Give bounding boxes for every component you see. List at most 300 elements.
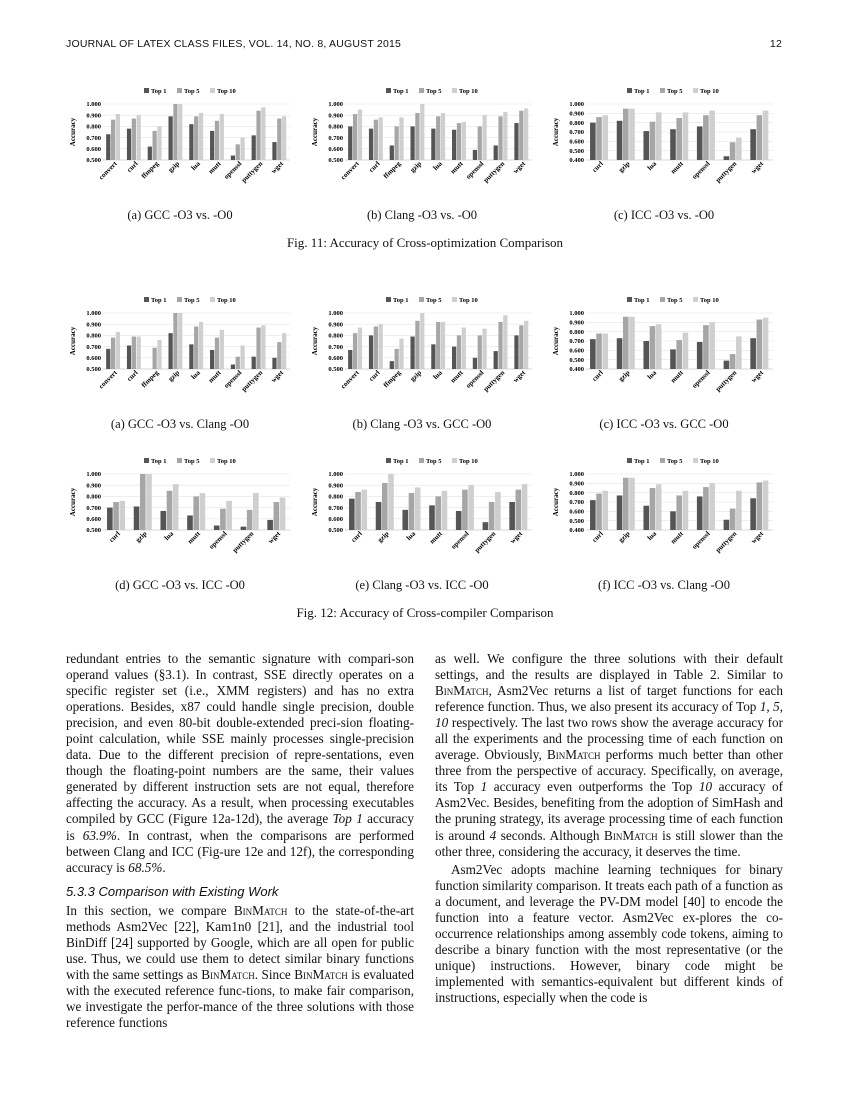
legend-label: Top 1 [634, 458, 650, 465]
emphasis: 1 [480, 779, 488, 795]
x-tick-label: puttygen [230, 529, 256, 555]
bar-chart-svg [310, 452, 535, 570]
bar-top5-mutt [435, 496, 441, 530]
y-tick-label: 1.000 [328, 471, 343, 479]
x-tick-label: convert [339, 159, 361, 182]
legend-swatch [693, 88, 698, 93]
bar-top10-curl [602, 491, 608, 530]
bar-top10-curl [137, 337, 141, 369]
bar-top5-lua [409, 493, 415, 530]
y-tick-label: 0.900 [569, 480, 584, 488]
bar-top1-wget [750, 338, 756, 369]
y-axis-title: Accuracy [552, 326, 560, 356]
legend-swatch [386, 297, 391, 302]
y-tick-label: 0.800 [569, 489, 584, 497]
bar-top1-ffmpeg [390, 361, 394, 369]
bar-top10-lua [199, 322, 203, 369]
bar-top10-gzip [629, 478, 635, 530]
bar-top5-mutt [215, 121, 219, 160]
bar-top10-mutt [220, 330, 224, 369]
bar-top1-puttygen [252, 135, 256, 160]
bar-top1-gzip [168, 116, 172, 160]
x-tick-label: curl [107, 529, 122, 544]
x-tick-label: wget [511, 159, 528, 176]
bar-top10-curl [119, 501, 125, 530]
x-tick-label: lua [404, 529, 418, 543]
legend-label: Top 5 [184, 88, 200, 95]
chart-fig12c [551, 291, 776, 409]
y-tick-label: 0.800 [569, 119, 584, 127]
figure-caption-11: Fig. 11: Accuracy of Cross-optimization Comparison [286, 235, 564, 250]
legend-swatch [210, 297, 215, 302]
bar-top10-mutt [442, 491, 448, 530]
x-tick-label: wget [269, 159, 286, 176]
x-tick-label: ffmpeg [139, 368, 161, 390]
x-tick-label: gzip [166, 159, 182, 175]
legend-swatch [452, 88, 457, 93]
bar-top10-wget [763, 318, 769, 369]
x-tick-label: puttygen [239, 368, 265, 394]
page-number: 12 [769, 38, 782, 50]
legend-label: Top 1 [393, 297, 409, 304]
bar-top10-convert [116, 114, 120, 160]
bar-top1-wget [514, 335, 518, 369]
bar-top1-curl [369, 129, 373, 160]
chart-fig11b [310, 82, 535, 200]
bar-top10-openssl [240, 138, 244, 160]
bar-top5-openssl [478, 335, 482, 369]
x-tick-label: wget [511, 368, 528, 385]
y-tick-label: 0.600 [569, 508, 584, 516]
legend-swatch [419, 297, 424, 302]
subcaption-fig11b: (b) Clang -O3 vs. -O0 [366, 208, 478, 222]
x-tick-label: mutt [206, 159, 223, 176]
legend-label: Top 10 [217, 297, 236, 304]
x-tick-label: openssl [464, 159, 486, 181]
x-tick-label: mutt [206, 368, 223, 385]
x-tick-label: openssl [449, 529, 471, 551]
bar-top5-curl [596, 334, 602, 369]
legend-label: Top 5 [667, 88, 683, 95]
bar-top1-convert [106, 134, 110, 160]
emphasis: 68.5% [128, 859, 163, 875]
y-tick-label: 0.400 [569, 157, 584, 165]
legend-label: Top 1 [634, 88, 650, 95]
bar-top5-openssl [703, 115, 709, 160]
y-tick-label: 0.400 [569, 366, 584, 374]
bar-top10-puttygen [495, 492, 501, 530]
y-tick-label: 0.500 [328, 366, 343, 374]
bar-top1-openssl [214, 526, 220, 530]
bar-top10-openssl [226, 501, 232, 530]
bar-top1-lua [402, 510, 408, 530]
bar-top10-mutt [683, 112, 689, 160]
bar-top1-mutt [670, 129, 676, 160]
x-tick-label: convert [97, 159, 119, 182]
bar-top10-convert [358, 328, 362, 369]
bar-top5-wget [516, 490, 522, 530]
chart-fig11c [551, 82, 776, 200]
bar-top10-lua [656, 112, 662, 160]
bar-top1-mutt [429, 505, 435, 530]
bar-top5-wget [757, 115, 763, 160]
bar-top5-ffmpeg [395, 126, 399, 160]
bar-top1-lua [189, 124, 193, 160]
x-tick-label: gzip [166, 368, 182, 384]
bar-top10-gzip [420, 104, 424, 160]
x-tick-label: gzip [408, 159, 424, 175]
y-axis-title: Accuracy [69, 487, 77, 517]
y-tick-label: 0.900 [86, 482, 101, 490]
bar-top5-gzip [623, 109, 629, 160]
subcaption-fig12b: (b) Clang -O3 vs. GCC -O0 [352, 417, 492, 431]
legend-swatch [627, 458, 632, 463]
y-tick-label: 0.600 [86, 516, 101, 523]
bar-top1-lua [431, 129, 435, 160]
bar-top1-openssl [456, 511, 462, 530]
bar-top5-curl [132, 119, 136, 160]
x-tick-label: lua [189, 368, 202, 382]
bar-top10-lua [415, 487, 421, 530]
y-tick-label: 1.000 [86, 471, 101, 479]
bar-top10-puttygen [736, 138, 742, 160]
legend-label: Top 1 [151, 458, 167, 465]
legend [144, 88, 236, 95]
x-tick-label: mutt [448, 368, 465, 385]
bar-top5-lua [194, 116, 198, 160]
bar-top5-gzip [173, 104, 177, 160]
legend-swatch [177, 88, 182, 93]
legend [144, 297, 236, 304]
legend-swatch [452, 458, 457, 463]
emphasis: 5 [773, 699, 780, 715]
x-tick-label: lua [189, 159, 202, 173]
x-tick-label: lua [645, 529, 659, 543]
legend-swatch [452, 297, 457, 302]
paragraph: In this section, we compare BinMatch to the state-of-the-art methods Asm2Vec [22], Kam1n0 [21], and the industrial tool BinDiff [24] supported by Google, which are all open for public use. Thus, we could use them to detect similar binary functions with the same settings as BinMatch. Since BinMatch is evaluated with the executed reference func-tions, to make fair comparison, we investigate the perfor-mance of the three solutions with those reference functions [66, 902, 414, 1031]
legend-label: Top 5 [667, 458, 683, 465]
y-tick-label: 1.000 [569, 310, 584, 318]
y-tick-label: 0.500 [86, 157, 101, 165]
bar-top5-openssl [703, 325, 709, 369]
bar-top5-gzip [140, 474, 146, 530]
legend [386, 458, 478, 465]
x-tick-label: curl [590, 529, 605, 544]
tool-name: BinMatch [294, 966, 348, 982]
bar-top5-gzip [623, 478, 629, 530]
x-tick-label: openssl [690, 529, 712, 551]
bar-top5-convert [353, 114, 357, 160]
y-tick-label: 0.800 [86, 332, 101, 340]
y-tick-label: 0.500 [86, 527, 101, 535]
y-tick-label: 0.700 [86, 134, 101, 142]
bar-top10-ffmpeg [399, 339, 403, 369]
bar-chart-svg [310, 291, 535, 409]
bar-top1-gzip [410, 126, 414, 160]
legend-swatch [627, 297, 632, 302]
running-header: JOURNAL OF LATEX CLASS FILES, VOL. 14, NO. 8, AUGUST 2015 [66, 38, 402, 50]
y-tick-label: 0.900 [86, 321, 101, 329]
bar-top1-puttygen [241, 527, 247, 530]
x-tick-label: puttygen [481, 368, 507, 394]
bar-top10-lua [173, 484, 179, 530]
bar-top5-wget [757, 482, 763, 530]
bar-top10-openssl [709, 483, 715, 530]
y-axis-title: Accuracy [69, 326, 77, 356]
x-tick-label: convert [339, 368, 361, 391]
x-tick-label: ffmpeg [139, 159, 161, 181]
legend-swatch [419, 458, 424, 463]
bar-chart-svg [551, 452, 776, 570]
legend-label: Top 5 [184, 458, 200, 465]
legend-swatch [144, 88, 149, 93]
bar-top5-curl [132, 337, 136, 369]
y-tick-label: 0.600 [86, 146, 101, 153]
bar-top10-openssl [482, 329, 486, 369]
y-tick-label: 0.700 [86, 343, 101, 351]
x-tick-label: wget [749, 159, 766, 176]
x-tick-label: puttygen [713, 159, 739, 185]
bar-top5-mutt [676, 340, 682, 369]
bar-top1-gzip [617, 338, 623, 369]
bar-top1-lua [643, 341, 649, 369]
legend-swatch [210, 88, 215, 93]
bar-top1-lua [189, 344, 193, 369]
bar-top1-openssl [697, 496, 703, 530]
y-axis-title: Accuracy [552, 487, 560, 517]
bar-top5-lua [194, 326, 198, 369]
bar-top1-lua [643, 506, 649, 530]
bar-top1-mutt [670, 511, 676, 530]
y-tick-label: 0.800 [86, 123, 101, 131]
x-tick-label: lua [162, 529, 176, 543]
y-tick-label: 1.000 [328, 101, 343, 109]
y-tick-label: 0.800 [86, 493, 101, 501]
chart-fig12a [68, 291, 293, 409]
y-tick-label: 0.900 [86, 112, 101, 120]
bar-top1-curl [349, 499, 355, 530]
x-tick-label: curl [590, 159, 605, 174]
bar-top1-openssl [697, 126, 703, 160]
bar-top5-curl [374, 326, 378, 369]
legend-swatch [386, 458, 391, 463]
bar-top1-curl [590, 500, 596, 530]
x-tick-label: wget [749, 529, 766, 546]
bar-top10-ffmpeg [399, 117, 403, 160]
subcaption-fig11a: (a) GCC -O3 vs. -O0 [127, 208, 233, 222]
x-tick-label: mutt [669, 159, 685, 176]
legend-label: Top 10 [459, 297, 478, 304]
bar-top1-curl [127, 129, 131, 160]
tool-name: BinMatch [435, 683, 489, 699]
y-tick-label: 0.700 [328, 343, 343, 351]
bar-top5-lua [436, 116, 440, 160]
legend-label: Top 10 [459, 88, 478, 95]
bar-top10-curl [602, 115, 608, 160]
legend-label: Top 10 [700, 458, 719, 465]
legend-label: Top 5 [426, 88, 442, 95]
bar-top10-mutt [220, 114, 224, 160]
bar-top1-curl [590, 339, 596, 369]
x-tick-label: curl [367, 368, 382, 383]
bar-top5-puttygen [730, 354, 736, 369]
y-tick-label: 0.800 [328, 493, 343, 501]
bar-top10-openssl [240, 345, 244, 369]
y-tick-label: 0.600 [569, 347, 584, 355]
x-tick-label: gzip [408, 368, 424, 384]
y-tick-label: 0.800 [328, 332, 343, 340]
bar-top1-openssl [231, 365, 235, 369]
subcaption-fig12a: (a) GCC -O3 vs. Clang -O0 [110, 417, 250, 431]
y-tick-label: 0.700 [328, 134, 343, 142]
legend-label: Top 10 [700, 88, 719, 95]
x-tick-label: openssl [222, 159, 244, 181]
legend-swatch [177, 458, 182, 463]
bar-top1-puttygen [724, 156, 730, 160]
bar-top5-convert [353, 333, 357, 369]
bar-top10-mutt [462, 122, 466, 160]
bar-top5-mutt [457, 123, 461, 160]
legend-swatch [386, 88, 391, 93]
bar-top5-puttygen [247, 510, 253, 530]
y-axis-title: Accuracy [552, 117, 560, 147]
bar-top1-wget [514, 123, 518, 160]
x-tick-label: mutt [669, 529, 685, 546]
bar-top5-convert [111, 338, 115, 369]
x-tick-label: puttygen [472, 529, 498, 555]
bar-top1-gzip [617, 121, 623, 160]
bar-top1-convert [106, 349, 110, 369]
y-tick-label: 0.500 [328, 527, 343, 535]
y-tick-label: 0.700 [86, 504, 101, 512]
y-tick-label: 0.600 [328, 146, 343, 153]
bar-top10-puttygen [253, 493, 259, 530]
y-tick-label: 0.700 [328, 504, 343, 512]
paragraph: Asm2Vec adopts machine learning techniques for binary function similarity comparison. It treats each path of a function as a document, and leverage the PV-DM model [40] to encode the function into a feature vector. Asm2Vec ex-plores the co-occurrence relationships among assembly code tokens, aiming to describe a binary function with the most representative (or the unique) instructions. However, binary code might be implemented with semantics-equivalent but different kinds of instructions, especially when the code is [435, 861, 783, 1005]
legend-label: Top 5 [426, 297, 442, 304]
bar-top5-curl [374, 120, 378, 160]
bar-top10-lua [441, 322, 445, 369]
bar-top10-curl [379, 117, 383, 160]
y-tick-label: 1.000 [86, 101, 101, 109]
chart-fig11a [68, 82, 293, 200]
x-tick-label: openssl [222, 368, 244, 390]
x-tick-label: lua [431, 368, 444, 382]
legend [386, 297, 478, 304]
bar-top10-puttygen [736, 336, 742, 369]
bar-top1-wget [750, 498, 756, 530]
bar-top10-ffmpeg [157, 340, 161, 369]
x-tick-label: wget [269, 368, 286, 385]
bar-top5-wget [519, 111, 523, 160]
x-tick-label: mutt [428, 529, 444, 546]
bar-top1-puttygen [494, 351, 498, 369]
bar-top10-gzip [420, 313, 424, 369]
x-tick-label: puttygen [239, 159, 265, 185]
bar-top10-wget [280, 498, 286, 530]
bar-chart-svg [551, 291, 776, 409]
y-axis-title: Accuracy [69, 117, 77, 147]
bar-top5-lua [650, 488, 656, 530]
chart-fig12e [310, 452, 535, 570]
legend-label: Top 1 [151, 297, 167, 304]
tool-name: BinMatch [233, 902, 288, 918]
bar-top10-puttygen [503, 112, 507, 160]
bar-top10-ffmpeg [157, 126, 161, 160]
tool-name: BinMatch [201, 966, 255, 982]
x-tick-label: mutt [448, 159, 465, 176]
bar-top5-openssl [236, 144, 240, 160]
left-column [66, 651, 414, 1031]
bar-top5-openssl [462, 490, 468, 530]
bar-top10-curl [361, 490, 367, 530]
bar-top5-wget [277, 119, 281, 160]
y-axis-title: Accuracy [311, 487, 319, 517]
bar-top5-puttygen [730, 509, 736, 530]
bar-top1-mutt [187, 515, 193, 530]
bar-top1-convert [348, 350, 352, 369]
x-tick-label: curl [125, 368, 140, 383]
emphasis: 4 [489, 827, 497, 843]
bar-top1-gzip [376, 502, 382, 530]
x-tick-label: mutt [186, 529, 202, 546]
x-tick-label: wget [508, 529, 525, 546]
y-tick-label: 0.600 [328, 516, 343, 523]
bar-top1-openssl [473, 150, 477, 160]
y-tick-label: 0.400 [569, 527, 584, 535]
bar-top1-wget [509, 502, 515, 530]
bar-top5-ffmpeg [153, 131, 157, 160]
bar-top1-openssl [697, 342, 703, 369]
bar-top5-puttygen [256, 111, 260, 160]
y-tick-label: 0.900 [569, 319, 584, 327]
bar-top1-curl [590, 123, 596, 160]
bar-top10-gzip [388, 474, 394, 530]
x-tick-label: openssl [690, 159, 712, 181]
legend-label: Top 5 [667, 297, 683, 304]
x-tick-label: openssl [207, 529, 229, 551]
bar-top1-mutt [452, 347, 456, 369]
y-tick-label: 1.000 [569, 101, 584, 109]
legend-label: Top 1 [634, 297, 650, 304]
legend-swatch [627, 88, 632, 93]
bar-top1-puttygen [494, 145, 498, 160]
chart-fig12d [68, 452, 293, 570]
emphasis: 10 [435, 715, 449, 731]
legend-swatch [210, 458, 215, 463]
bar-top10-openssl [482, 115, 486, 160]
legend [144, 458, 236, 465]
bar-top1-curl [369, 335, 373, 369]
legend-label: Top 5 [184, 297, 200, 304]
subcaption-fig12d: (d) GCC -O3 vs. ICC -O0 [115, 578, 245, 592]
y-tick-label: 1.000 [569, 471, 584, 479]
bar-top1-wget [272, 358, 276, 369]
y-tick-label: 1.000 [86, 310, 101, 318]
bar-top5-openssl [703, 487, 709, 530]
emphasis: 63.9% [82, 827, 117, 843]
bar-top1-mutt [210, 350, 214, 369]
legend [627, 88, 719, 95]
paragraph: as well. We configure the three solutions with their default settings, and the results are displayed in Table 2. Similar to BinMatch, Asm2Vec returns a list of target functions for each reference function. Thus, we also present its accuracy of Top 1, 5, 10 respectively. The last two rows show the average accuracy for all the experiments and the processing time of each function on average. Obviously, BinMatch performs much better than other three from the perspective of accuracy. Specifically, on average, its Top 1 accuracy even outperforms the Top 10 accuracy of Asm2Vec. Besides, benefiting from the adoption of SimHash and the pruning strategy, its average processing time of each function is around 4 seconds. Although BinMatch is still slower than the other three, considering the accuracy, it deserves the time. [435, 651, 784, 859]
section-heading: 5.3.3 Comparison with Existing Work [66, 883, 279, 899]
bar-top10-mutt [683, 333, 689, 369]
x-tick-label: curl [590, 368, 605, 383]
bar-chart-svg [310, 82, 535, 200]
legend-swatch [144, 297, 149, 302]
bar-chart-svg [68, 82, 293, 200]
bar-top10-lua [199, 113, 203, 160]
